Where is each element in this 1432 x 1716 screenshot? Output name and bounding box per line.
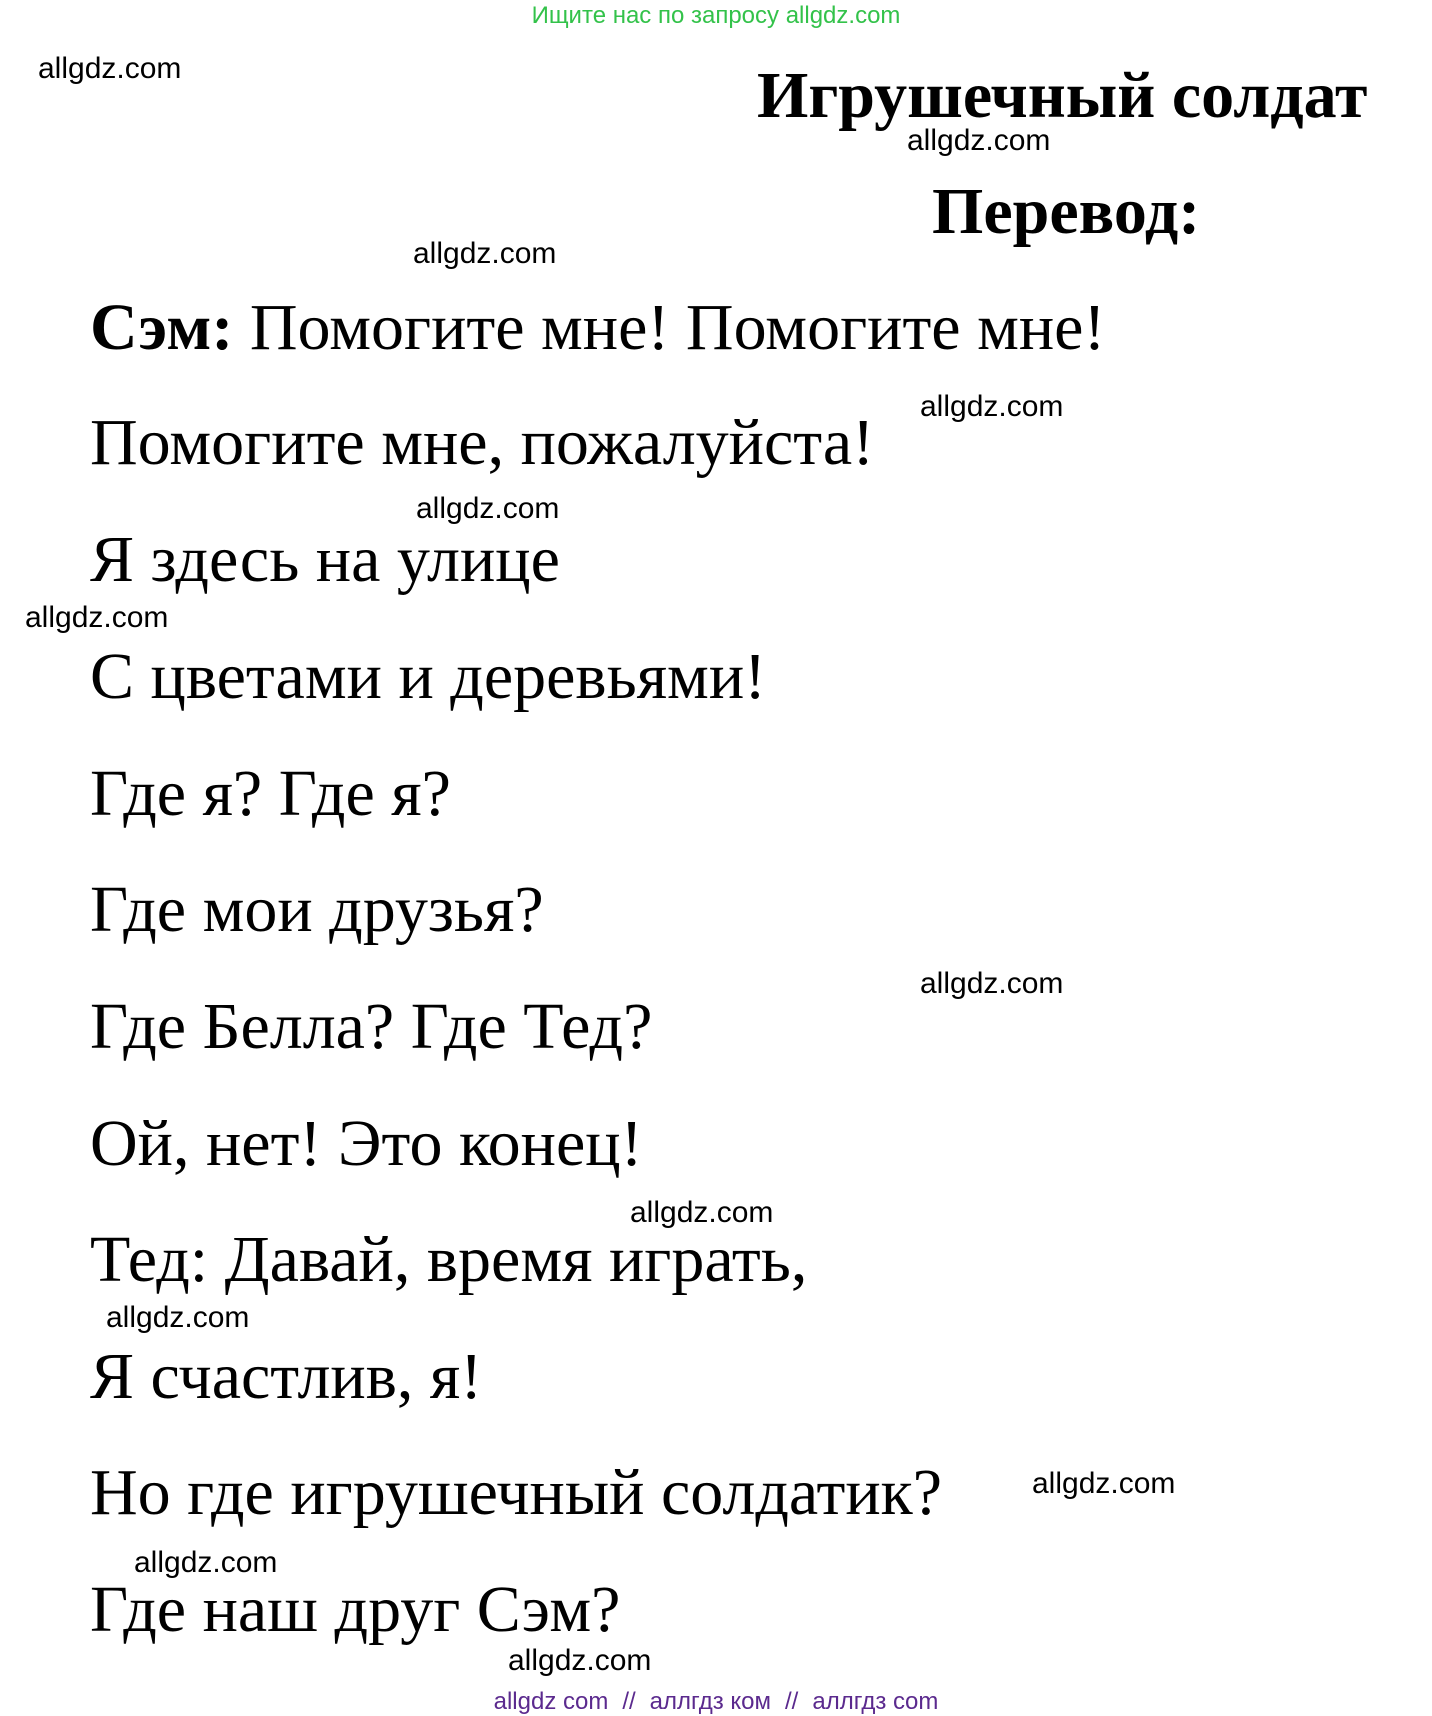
footer-separator: // [785, 1688, 799, 1715]
text-line: С цветами и деревьями! [90, 640, 767, 713]
watermark: allgdz.com [416, 492, 560, 525]
footer-link[interactable]: аллгдз com [812, 1688, 939, 1715]
text-line: Ой, нет! Это конец! [90, 1107, 643, 1180]
watermark: allgdz.com [920, 390, 1064, 423]
text-line: Где я? Где я? [90, 757, 451, 830]
text-line: Но где игрушечный солдатик? [90, 1456, 943, 1529]
line-text: Помогите мне! Помогите мне! [249, 291, 1106, 364]
section-subtitle: Перевод: [932, 175, 1201, 248]
watermark: allgdz.com [630, 1196, 774, 1229]
watermark: allgdz.com [1032, 1467, 1176, 1500]
text-line [90, 290, 1105, 366]
footer-separator: // [622, 1688, 636, 1715]
watermark: allgdz.com [38, 52, 182, 85]
text-line: Я счастлив, я! [90, 1340, 483, 1413]
page-title: Игрушечный солдат [757, 59, 1368, 132]
watermark: allgdz.com [25, 601, 169, 634]
watermark: allgdz.com [920, 967, 1064, 1000]
watermark: allgdz.com [907, 124, 1051, 157]
top-banner[interactable]: Ищите нас по запросу allgdz.com [531, 2, 901, 29]
watermark: allgdz.com [508, 1644, 652, 1677]
text-line: Помогите мне, пожалуйста! [90, 406, 875, 479]
text-line: Я здесь на улице [90, 523, 560, 596]
footer-link[interactable]: аллгдз ком [649, 1688, 771, 1715]
footer-link[interactable]: allgdz com [493, 1688, 609, 1715]
watermark: allgdz.com [106, 1301, 250, 1334]
text-line: Где Белла? Где Тед? [90, 990, 653, 1063]
text-line: Тед: Давай, время играть, [90, 1223, 808, 1296]
watermark: allgdz.com [134, 1546, 278, 1579]
watermark: allgdz.com [413, 237, 557, 270]
text-line: Где мои друзья? [90, 873, 544, 946]
footer-links [0, 1688, 1432, 1716]
text-line: Где наш друг Сэм? [90, 1573, 621, 1646]
speaker-label: Сэм: [90, 291, 234, 364]
